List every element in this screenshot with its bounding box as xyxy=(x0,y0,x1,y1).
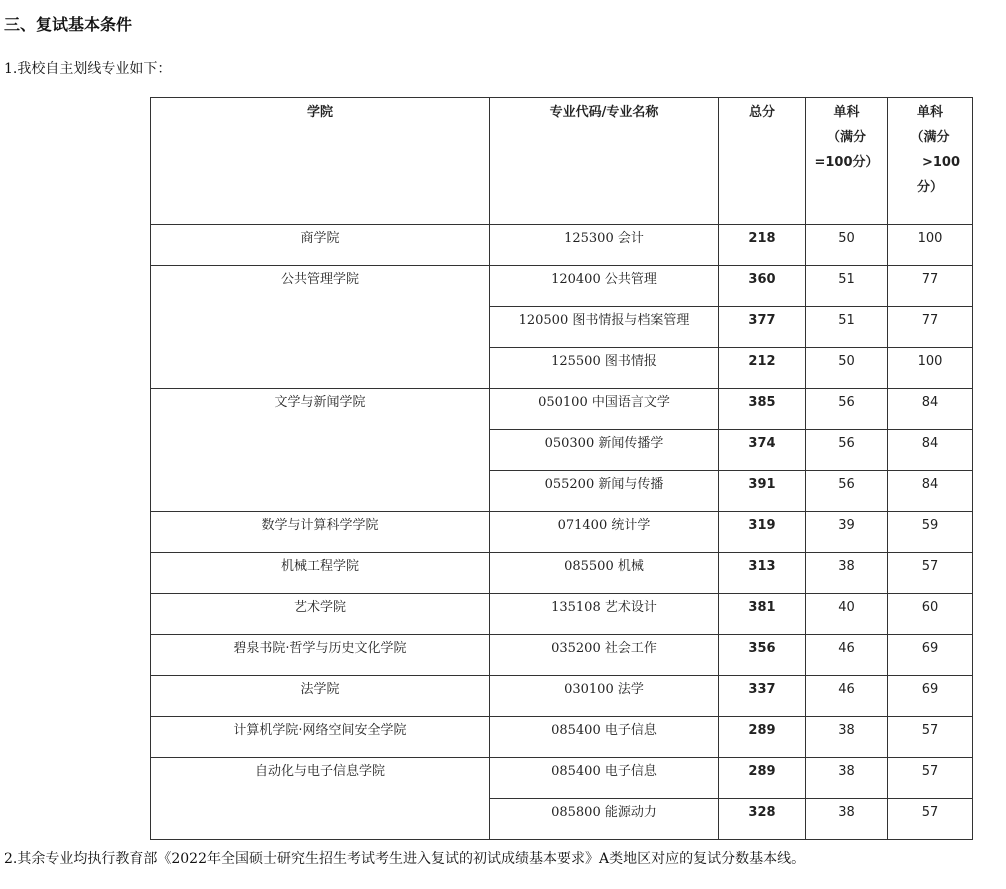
single-over100-cell: 100 xyxy=(888,348,973,389)
major-name: 公共管理 xyxy=(604,272,657,287)
major-name: 新闻与传播 xyxy=(598,477,664,492)
major-code: 135108 xyxy=(551,600,601,615)
total-score-cell: 385 xyxy=(719,389,806,430)
major-code: 030100 xyxy=(564,682,614,697)
total-score-cell: 381 xyxy=(719,594,806,635)
single-100-cell: 39 xyxy=(806,512,888,553)
single-over100-cell: 84 xyxy=(888,471,973,512)
major-cell xyxy=(490,676,719,717)
major-code: 035200 xyxy=(551,641,601,656)
header-single-100-line3: =100分） xyxy=(814,155,879,170)
single-over100-cell: 69 xyxy=(888,635,973,676)
header-single-over100-line4: 分） xyxy=(916,180,943,195)
table-row xyxy=(151,717,973,758)
single-over100-cell: 69 xyxy=(888,676,973,717)
major-cell xyxy=(490,430,719,471)
total-score-cell: 289 xyxy=(719,758,806,799)
single-over100-cell: 84 xyxy=(888,430,973,471)
single-over100-cell: 57 xyxy=(888,758,973,799)
major-name: 新闻传播学 xyxy=(598,436,664,451)
total-score-cell: 218 xyxy=(719,225,806,266)
major-cell xyxy=(490,307,719,348)
footnote-text: 2.其余专业均执行教育部《2022年全国硕士研究生招生考试考生进入复试的初试成绩基本要求》A类地区对应的复试分数基本线。 xyxy=(4,851,806,867)
header-single-100-line1: 单科 xyxy=(833,105,860,120)
header-single-100-line2: （满分 xyxy=(826,130,866,145)
single-100-cell: 50 xyxy=(806,225,888,266)
single-over100-cell: 84 xyxy=(888,389,973,430)
major-code: 055200 xyxy=(544,477,595,492)
major-cell xyxy=(490,266,719,307)
table-row xyxy=(151,389,973,430)
major-code: 085500 xyxy=(564,559,614,574)
major-cell xyxy=(490,594,719,635)
single-100-cell: 38 xyxy=(806,799,888,840)
total-score-cell: 391 xyxy=(719,471,806,512)
single-100-cell: 56 xyxy=(806,471,888,512)
total-score-cell: 289 xyxy=(719,717,806,758)
single-over100-cell: 57 xyxy=(888,717,973,758)
table-row xyxy=(151,676,973,717)
college-cell: 公共管理学院 xyxy=(151,266,490,389)
major-cell xyxy=(490,389,719,430)
major-code: 050300 xyxy=(544,436,595,451)
major-cell xyxy=(490,471,719,512)
major-cell xyxy=(490,758,719,799)
score-table xyxy=(150,97,973,840)
intro-text: 1.我校自主划线专业如下： xyxy=(4,61,172,77)
single-over100-cell: 57 xyxy=(888,553,973,594)
header-college: 学院 xyxy=(151,98,490,225)
total-score-cell: 319 xyxy=(719,512,806,553)
table-row xyxy=(151,266,973,307)
total-score-cell: 374 xyxy=(719,430,806,471)
total-score-cell: 356 xyxy=(719,635,806,676)
major-name: 统计学 xyxy=(611,518,651,533)
total-score-cell: 377 xyxy=(719,307,806,348)
single-100-cell: 50 xyxy=(806,348,888,389)
table-row xyxy=(151,512,973,553)
college-cell: 自动化与电子信息学院 xyxy=(151,758,490,840)
total-score-cell: 328 xyxy=(719,799,806,840)
college-cell: 计算机学院·网络空间安全学院 xyxy=(151,717,490,758)
total-score-cell: 337 xyxy=(719,676,806,717)
header-single-100 xyxy=(806,98,888,225)
single-100-cell: 38 xyxy=(806,553,888,594)
single-over100-cell: 77 xyxy=(888,266,973,307)
header-single-over100 xyxy=(888,98,973,225)
total-score-cell: 360 xyxy=(719,266,806,307)
major-code: 120500 xyxy=(518,313,569,328)
major-cell xyxy=(490,225,719,266)
college-cell: 艺术学院 xyxy=(151,594,490,635)
major-name: 能源动力 xyxy=(604,805,657,820)
major-code: 125500 xyxy=(551,354,601,369)
single-over100-cell: 100 xyxy=(888,225,973,266)
college-cell: 商学院 xyxy=(151,225,490,266)
major-code: 085800 xyxy=(551,805,601,820)
college-cell: 文学与新闻学院 xyxy=(151,389,490,512)
major-name: 社会工作 xyxy=(604,641,657,656)
single-100-cell: 38 xyxy=(806,717,888,758)
college-cell: 机械工程学院 xyxy=(151,553,490,594)
single-100-cell: 46 xyxy=(806,635,888,676)
single-100-cell: 51 xyxy=(806,307,888,348)
header-total: 总分 xyxy=(719,98,806,225)
header-major: 专业代码/专业名称 xyxy=(490,98,719,225)
major-code: 085400 xyxy=(551,723,601,738)
table-row xyxy=(151,553,973,594)
major-cell xyxy=(490,635,719,676)
major-name: 图书情报 xyxy=(604,354,657,369)
single-over100-cell: 77 xyxy=(888,307,973,348)
major-code: 071400 xyxy=(557,518,608,533)
major-cell xyxy=(490,553,719,594)
major-name: 图书情报与档案管理 xyxy=(572,313,690,328)
table-row xyxy=(151,758,973,799)
major-name: 中国语言文学 xyxy=(591,395,670,410)
single-over100-cell: 60 xyxy=(888,594,973,635)
header-single-over100-line3: >100 xyxy=(921,155,961,170)
table-row xyxy=(151,594,973,635)
table-row xyxy=(151,635,973,676)
major-name: 法学 xyxy=(617,682,644,697)
major-name: 电子信息 xyxy=(604,723,657,738)
major-name: 会计 xyxy=(617,231,644,246)
major-code: 050100 xyxy=(538,395,588,410)
single-over100-cell: 59 xyxy=(888,512,973,553)
single-100-cell: 46 xyxy=(806,676,888,717)
major-code: 120400 xyxy=(551,272,601,287)
college-cell: 碧泉书院·哲学与历史文化学院 xyxy=(151,635,490,676)
total-score-cell: 212 xyxy=(719,348,806,389)
single-100-cell: 40 xyxy=(806,594,888,635)
major-name: 艺术设计 xyxy=(604,600,657,615)
single-100-cell: 56 xyxy=(806,430,888,471)
major-name: 机械 xyxy=(617,559,644,574)
single-100-cell: 51 xyxy=(806,266,888,307)
major-code: 085400 xyxy=(551,764,601,779)
college-cell: 数学与计算科学学院 xyxy=(151,512,490,553)
major-cell xyxy=(490,799,719,840)
single-100-cell: 38 xyxy=(806,758,888,799)
major-cell xyxy=(490,512,719,553)
major-cell xyxy=(490,717,719,758)
single-over100-cell: 57 xyxy=(888,799,973,840)
college-cell: 法学院 xyxy=(151,676,490,717)
header-single-over100-line1: 单科 xyxy=(916,105,943,120)
header-single-over100-line2: （满分 xyxy=(910,130,950,145)
major-cell xyxy=(490,348,719,389)
table-row xyxy=(151,225,973,266)
single-100-cell: 56 xyxy=(806,389,888,430)
section-heading: 三、复试基本条件 xyxy=(4,15,133,34)
major-name: 电子信息 xyxy=(604,764,657,779)
total-score-cell: 313 xyxy=(719,553,806,594)
major-code: 125300 xyxy=(564,231,614,246)
table-header-row xyxy=(151,98,973,225)
